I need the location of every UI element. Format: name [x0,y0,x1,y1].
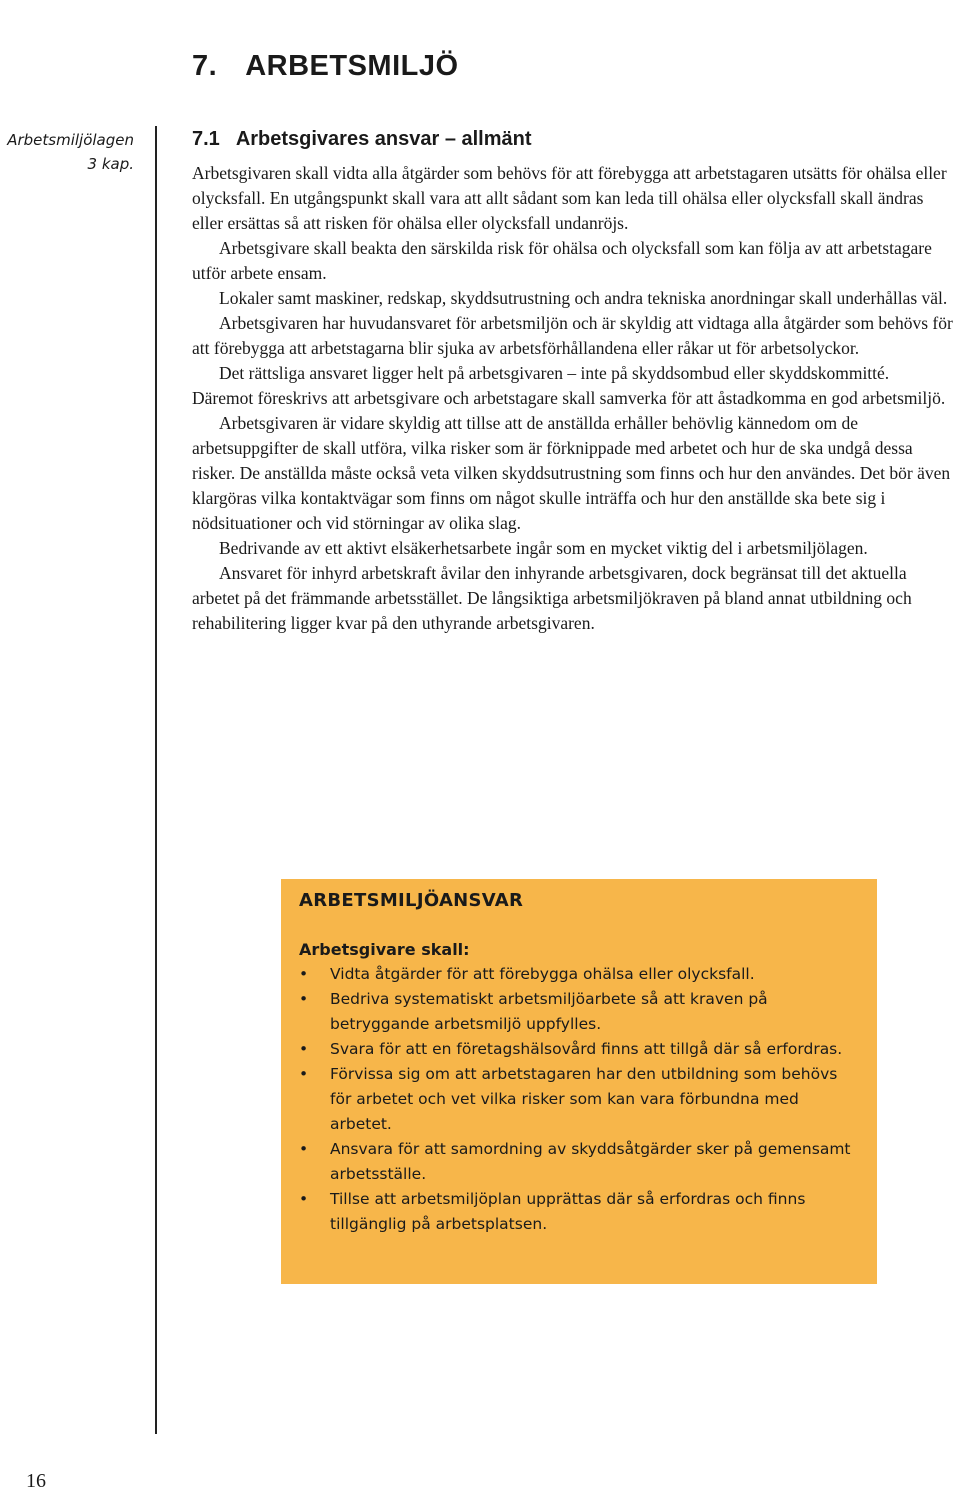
margin-note-line: 3 kap. [87,155,134,173]
work-environment-responsibility-box [281,879,877,1284]
margin-divider [155,126,157,1434]
list-item-text: Tillse att arbetsmiljöplan upprättas där så erfordras och finns tillgänglig på arbetsplatsen. [330,1190,806,1233]
margin-note-line: Arbetsmiljölagen [7,131,134,149]
section-heading [192,128,532,151]
body-text [192,161,954,636]
bullet-icon: • [299,1140,309,1158]
list-item [299,1187,857,1237]
section-title: Arbetsgivares ansvar – allmänt [235,128,532,150]
box-subtitle: Arbetsgivare skall: [299,940,470,959]
list-item [299,987,857,1037]
list-item-text: Ansvara för att samordning av skyddsåtgärder sker på gemensamt arbetsställe. [330,1140,851,1183]
chapter-title [192,50,459,83]
bullet-icon: • [299,1040,309,1058]
list-item [299,1062,857,1137]
list-item-text: Svara för att en företagshälsovård finns att tillgå där så erfordras. [330,1040,843,1058]
paragraph: Arbetsgivaren är vidare skyldig att tillse att de anställda erhåller behövlig kännedom om de arbetsuppgifter de skall utföra, vilka risker som är förknippade med arbetet och hur de ska undgå dessa risker. De anställda måste också veta vilken skyddsutrustning som finns och hur den användes. Det bör även klargöras vilka kontaktvägar som finns om något skulle inträffa och hur den anställde ska bete sig i nödsituationer och vid störningar av olika slag. [192,413,951,533]
list-item-text: Bedriva systematiskt arbetsmiljöarbete så att kraven på betryggande arbetsmiljö uppfylles. [330,990,768,1033]
responsibility-list [299,962,857,1237]
bullet-icon: • [299,1065,309,1083]
paragraph: Arbetsgivaren skall vidta alla åtgärder som behövs för att förebygga att arbetstagaren utsätts för ohälsa eller olycksfall. En utgångspunkt skall vara att allt sådant som kan leda till ohälsa eller olycksfall skall ändras eller ersättas så att risken för ohälsa eller olycksfall undanröjs. [192,163,947,233]
paragraph: Arbetsgivare skall beakta den särskilda risk för ohälsa och olycksfall som kan följa av att arbetstagare utför arbete ensam. [192,238,932,283]
paragraph: Ansvaret för inhyrd arbetskraft åvilar den inhyrande arbetsgivaren, dock begränsat till det aktuella arbetet på det främmande arbetsstället. De långsiktiga arbetsmiljökraven på bland annat utbildning och rehabilitering ligger kvar på den uthyrande arbetsgivaren. [192,563,912,633]
list-item-text: Förvissa sig om att arbetstagaren har den utbildning som behövs för arbetet och vet vilka risker som kan vara förbundna med arbetet. [330,1065,838,1133]
paragraph: Arbetsgivaren har huvudansvaret för arbetsmiljön och är skyldig att vidtaga alla åtgärder som behövs för att förebygga att arbetstagarna blir sjuka av arbetsförhållandena eller råkar ut för arbetsolyckor. [192,313,953,358]
list-item-text: Vidta åtgärder för att förebygga ohälsa eller olycksfall. [330,965,755,983]
bullet-icon: • [299,965,309,983]
list-item [299,1037,857,1062]
margin-note-law-reference [7,128,134,176]
chapter-number: 7. [192,50,218,82]
chapter-title-text: ARBETSMILJÖ [245,50,459,82]
box-title: ARBETSMILJÖANSVAR [299,890,524,911]
bullet-icon: • [299,990,309,1008]
paragraph: Lokaler samt maskiner, redskap, skyddsutrustning och andra tekniska anordningar skall underhållas väl. [219,288,948,308]
list-item [299,962,857,987]
section-number: 7.1 [192,128,220,150]
page-number: 16 [26,1470,46,1492]
list-item [299,1137,857,1187]
bullet-icon: • [299,1190,309,1208]
paragraph: Bedrivande av ett aktivt elsäkerhetsarbete ingår som en mycket viktig del i arbetsmiljölagen. [219,538,868,558]
paragraph: Det rättsliga ansvaret ligger helt på arbetsgivaren – inte på skyddsombud eller skyddskommitté. Däremot föreskrivs att arbetsgivare och arbetstagare skall samverka för att åstadkomma en god arbetsmiljö. [192,363,946,408]
